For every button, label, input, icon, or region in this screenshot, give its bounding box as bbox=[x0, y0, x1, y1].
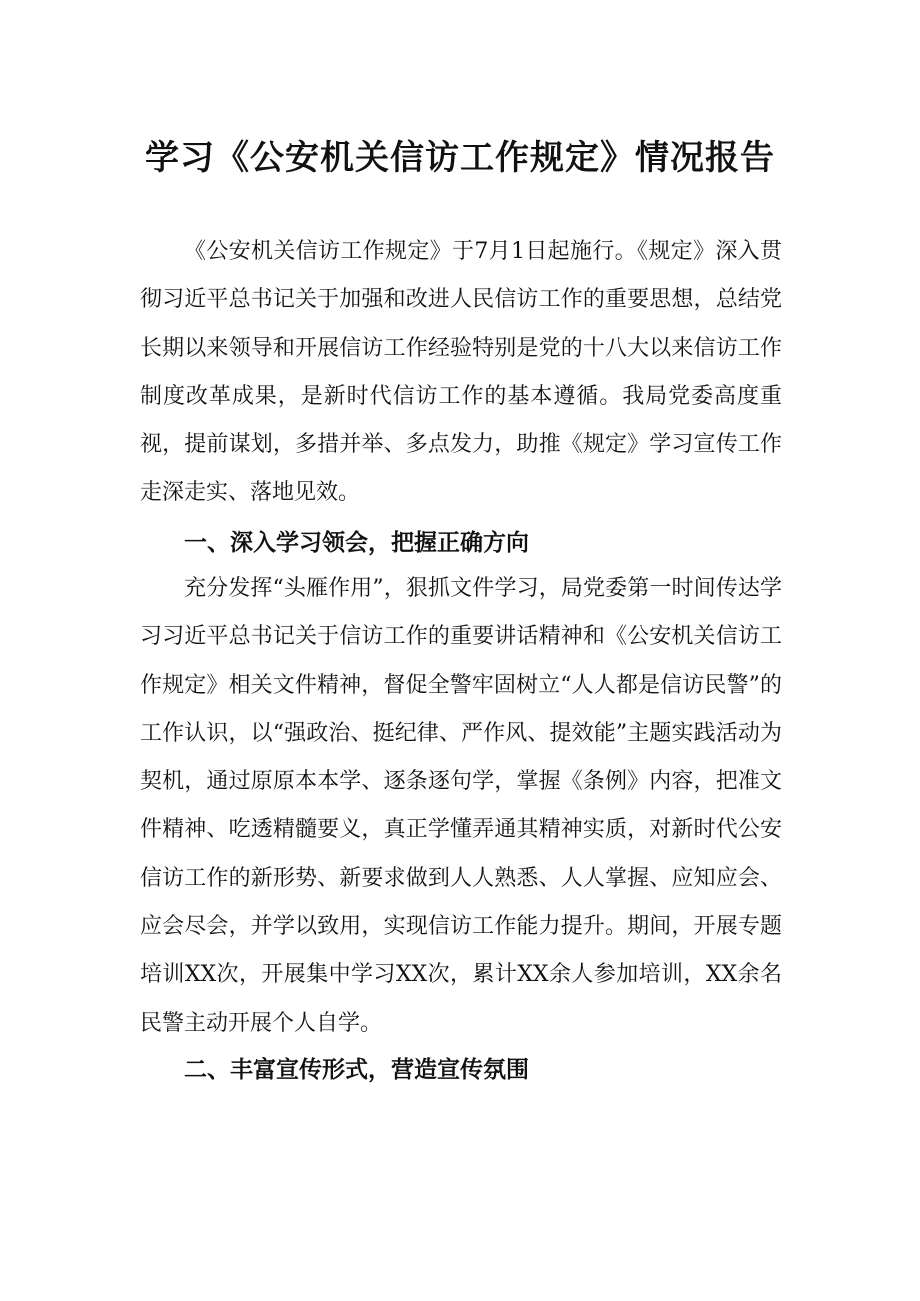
section-1-heading: 一、深入学习领会，把握正确方向 bbox=[184, 530, 529, 556]
intro-paragraph: 《公安机关信访工作规定》于7月1日起施行。《规定》深入贯彻习近平总书记关于加强和改进人民信访工作的重要思想，总结党长期以来领导和开展信访工作经验特别是党的十八大以来信访工作制度改革成果，是新时代信访工作的基本遵循。我局党委高度重视，提前谋划，多措并举、多点发力，助推《规定》学习宣传工作走深走实、落地见效。 bbox=[140, 239, 782, 506]
document-title: 学习《公安机关信访工作规定》情况报告 bbox=[145, 138, 775, 178]
section-1-paragraph: 充分发挥“头雁作用”，狠抓文件学习，局党委第一时间传达学习习近平总书记关于信访工作的重要讲话精神和《公安机关信访工作规定》相关文件精神，督促全警牢固树立“人人都是信访民警”的工作认识，以“强政治、挺纪律、严作风、提效能”主题实践活动为契机，通过原原本本学、逐条逐句学，掌握《条例》内容，把准文件精神、吃透精髓要义，真正学懂弄通其精神实质，对新时代公安信访工作的新形势、新要求做到人人熟悉、人人掌握、应知应会、应会尽会，并学以致用，实现信访工作能力提升。期间，开展专题培训XX次，开展集中学习XX次，累计XX余人参加培训，XX余名民警主动开展个人自学。 bbox=[140, 576, 782, 1036]
section-2-heading: 二、丰富宣传形式，营造宣传氛围 bbox=[184, 1057, 529, 1083]
